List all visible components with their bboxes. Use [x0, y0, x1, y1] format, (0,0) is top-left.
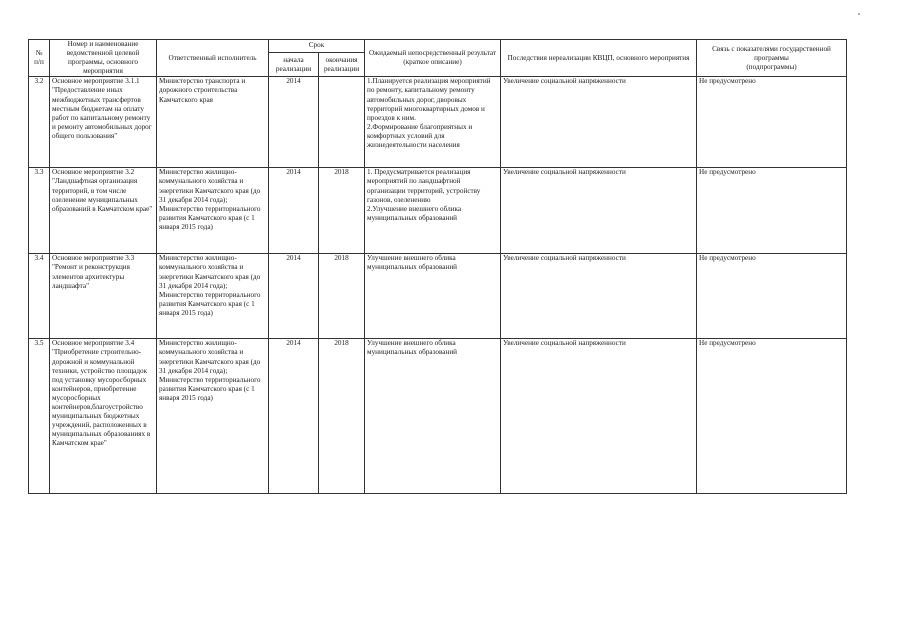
- row-link: Не предусмотрено: [697, 339, 847, 494]
- row-result: 1.Планируется реализация мероприятий по ремонту, капитальному ремонту автомобильных дорог, дворовых территорий многоквартирных домов и проездов к ним. 2.Формирование благоприятных и комфортных условий для жизнедеятельности населения: [365, 77, 501, 168]
- program-activities-table: [28, 39, 847, 494]
- row-consequences: Увеличение социальной напряженности: [501, 254, 697, 339]
- row-num: 3.3: [29, 168, 50, 254]
- row-end: 2018: [319, 339, 365, 494]
- header-num: № п/п: [29, 40, 50, 77]
- row-num: 3.2: [29, 77, 50, 168]
- row-name: Основное мероприятие 3.2 "Ландшафтная организация территорий, в том числе озеленение муниципальных образований в Камчатском крае": [50, 168, 157, 254]
- row-link: Не предусмотрено: [697, 77, 847, 168]
- header-start: начала реализации: [269, 52, 319, 77]
- table-row: [29, 254, 847, 339]
- table-row: [29, 77, 847, 168]
- row-end: 2018: [319, 254, 365, 339]
- row-end: [319, 77, 365, 168]
- row-num: 3.4: [29, 254, 50, 339]
- row-start: 2014: [269, 77, 319, 168]
- header-end: окончания реализации: [319, 52, 365, 77]
- row-start: 2014: [269, 339, 319, 494]
- header-term: Срок: [269, 40, 365, 53]
- scan-speck: [858, 13, 860, 15]
- row-consequences: Увеличение социальной напряженности: [501, 77, 697, 168]
- table-row: [29, 168, 847, 254]
- row-result: 1. Предусматривается реализация мероприятий по ландшафтной организации территорий, устройству газонов, озеленению 2.Улучшение внешнего облика муниципальных образований: [365, 168, 501, 254]
- row-start: 2014: [269, 168, 319, 254]
- row-num: 3.5: [29, 339, 50, 494]
- row-link: Не предусмотрено: [697, 168, 847, 254]
- header-link: Связь с показателями государственной программы (подпрограммы): [697, 40, 847, 77]
- row-link: Не предусмотрено: [697, 254, 847, 339]
- row-name: Основное мероприятие 3.1.1 "Предоставление иных межбюджетных трансфертов местным бюджетам на оплату работ по капитальному ремонту и ремонту автомобильных дорог общего пользования": [50, 77, 157, 168]
- row-result: Улучшение внешнего облика муниципальных образований: [365, 339, 501, 494]
- row-responsible: Министерство транспорта и дорожного строительства Камчатского края: [157, 77, 269, 168]
- header-name: Номер и наименование ведомственной целевой программы, основного мероприятия: [50, 40, 157, 77]
- row-responsible: Министерство жилищно-коммунального хозяйства и энергетики Камчатского края (до 31 декабря 2014 года); Министерство территориального развития Камчатского края (с 1 января 2015 года): [157, 339, 269, 494]
- row-consequences: Увеличение социальной напряженности: [501, 168, 697, 254]
- row-name: Основное мероприятие 3.3 "Ремонт и реконструкция элементов архитектуры ландшафта": [50, 254, 157, 339]
- row-consequences: Увеличение социальной напряженности: [501, 339, 697, 494]
- header-result: Ожидаемый непосредственный результат (краткое описание): [365, 40, 501, 77]
- header-row: [29, 40, 847, 53]
- header-responsible: Ответственный исполнитель: [157, 40, 269, 77]
- row-responsible: Министерство жилищно-коммунального хозяйства и энергетики Камчатского края (до 31 декабря 2014 года); Министерство территориального развития Камчатского края (с 1 января 2015 года): [157, 168, 269, 254]
- table-row: [29, 339, 847, 494]
- row-end: 2018: [319, 168, 365, 254]
- row-start: 2014: [269, 254, 319, 339]
- row-name: Основное мероприятие 3.4 "Приобретение строительно-дорожной и коммунальной техники, устройство площадок под установку мусоросборных контейнеров, приобретение мусоросборных контейнеров,благоустройство муниципальных бюджетных учреждений, расположенных в муниципальных образованиях в Камчатском крае": [50, 339, 157, 494]
- row-responsible: Министерство жилищно-коммунального хозяйства и энергетики Камчатского края (до 31 декабря 2014 года); Министерство территориального развития Камчатского края (с 1 января 2015 года): [157, 254, 269, 339]
- header-consequences: Последствия нереализации КВЦП, основного мероприятия: [501, 40, 697, 77]
- row-result: Улучшение внешнего облика муниципальных образований: [365, 254, 501, 339]
